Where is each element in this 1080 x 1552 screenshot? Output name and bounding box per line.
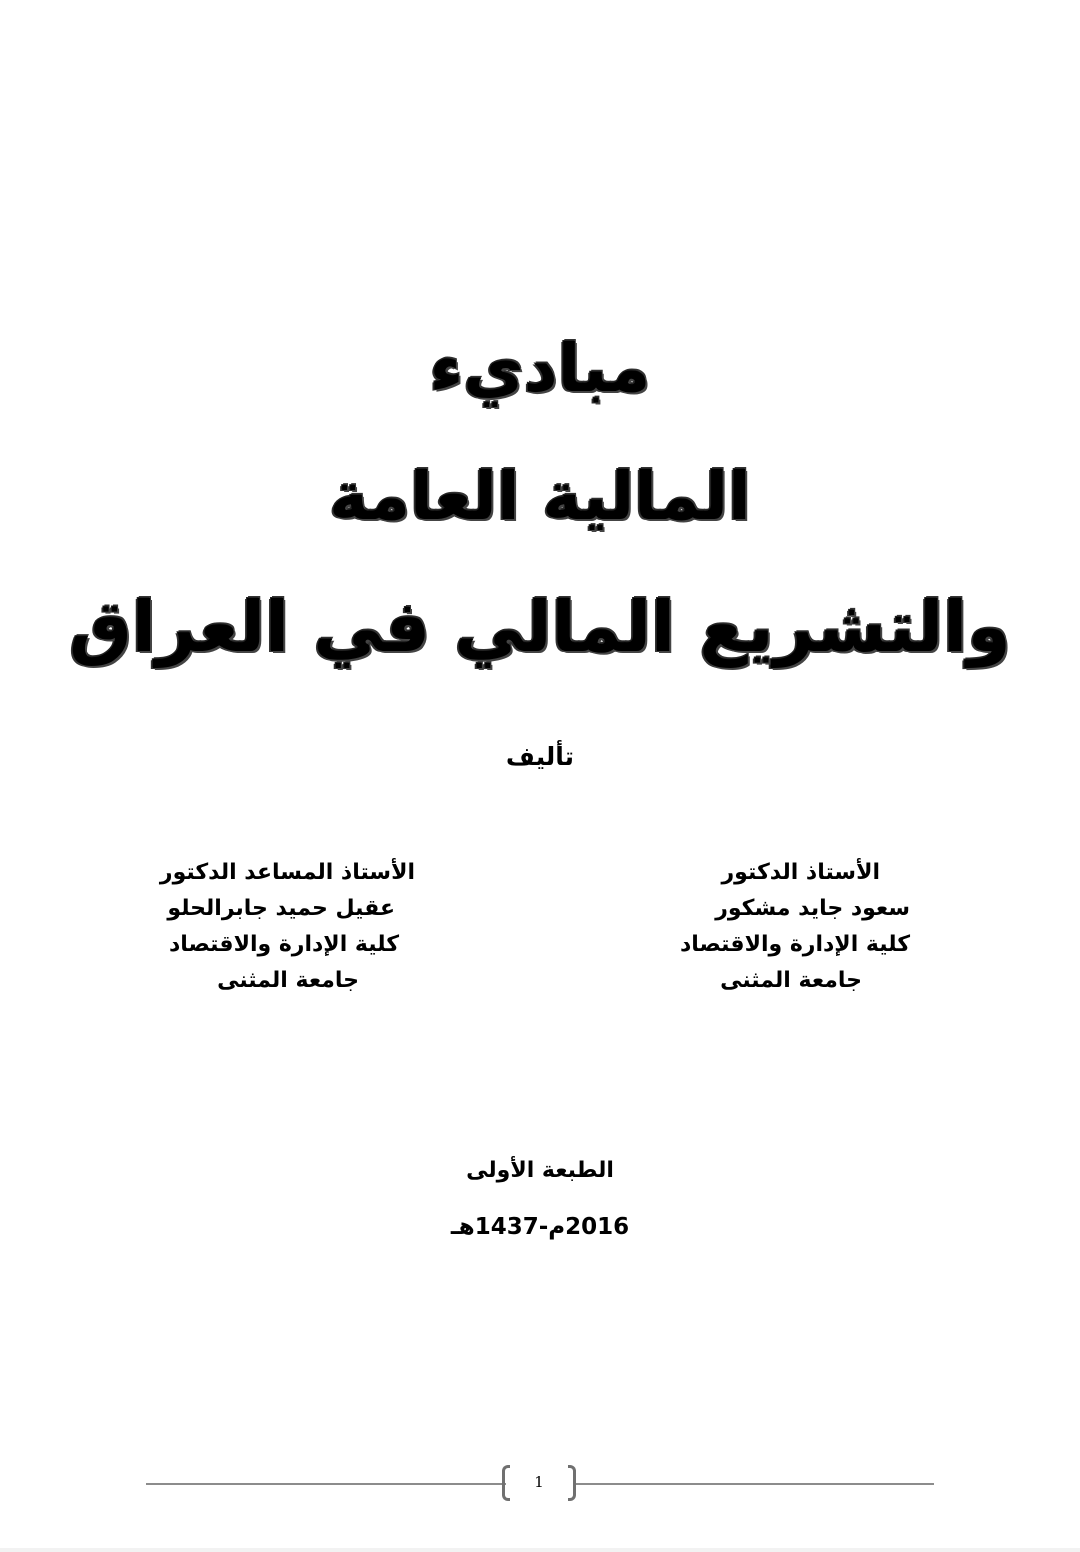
author-left-college: كلية الإدارة والاقتصاد [168,932,399,957]
footer-rule-left [146,1483,506,1485]
edition-label: الطبعة الأولى [466,1158,614,1183]
page-number-bracket-left [502,1465,510,1501]
authorship-label: تأليف [505,742,575,771]
title-line-3: والتشريع المالي في العراق [69,586,1011,668]
title-line-2: المالية العامة [329,458,751,535]
title-line-1: مباديء [429,330,651,407]
page-number-bracket-right [568,1465,576,1501]
edition-date: 2016م-1437هـ [450,1214,630,1240]
author-right-university: جامعة المثنى [720,968,862,993]
author-right-name: سعود جايد مشكور [715,896,910,921]
author-left-university: جامعة المثنى [217,968,359,993]
author-right-rank: الأستاذ الدكتور [721,860,880,885]
author-right-college: كلية الإدارة والاقتصاد [679,932,910,957]
author-block-right [640,855,930,999]
page-number: 1 [534,1473,544,1491]
author-left-rank: الأستاذ المساعد الدكتور [159,860,415,885]
author-block-left [150,855,415,999]
page-bottom-edge [0,1548,1080,1552]
footer-rule-right [574,1483,934,1485]
author-left-name: عقيل حميد جابرالحلو [167,896,395,921]
